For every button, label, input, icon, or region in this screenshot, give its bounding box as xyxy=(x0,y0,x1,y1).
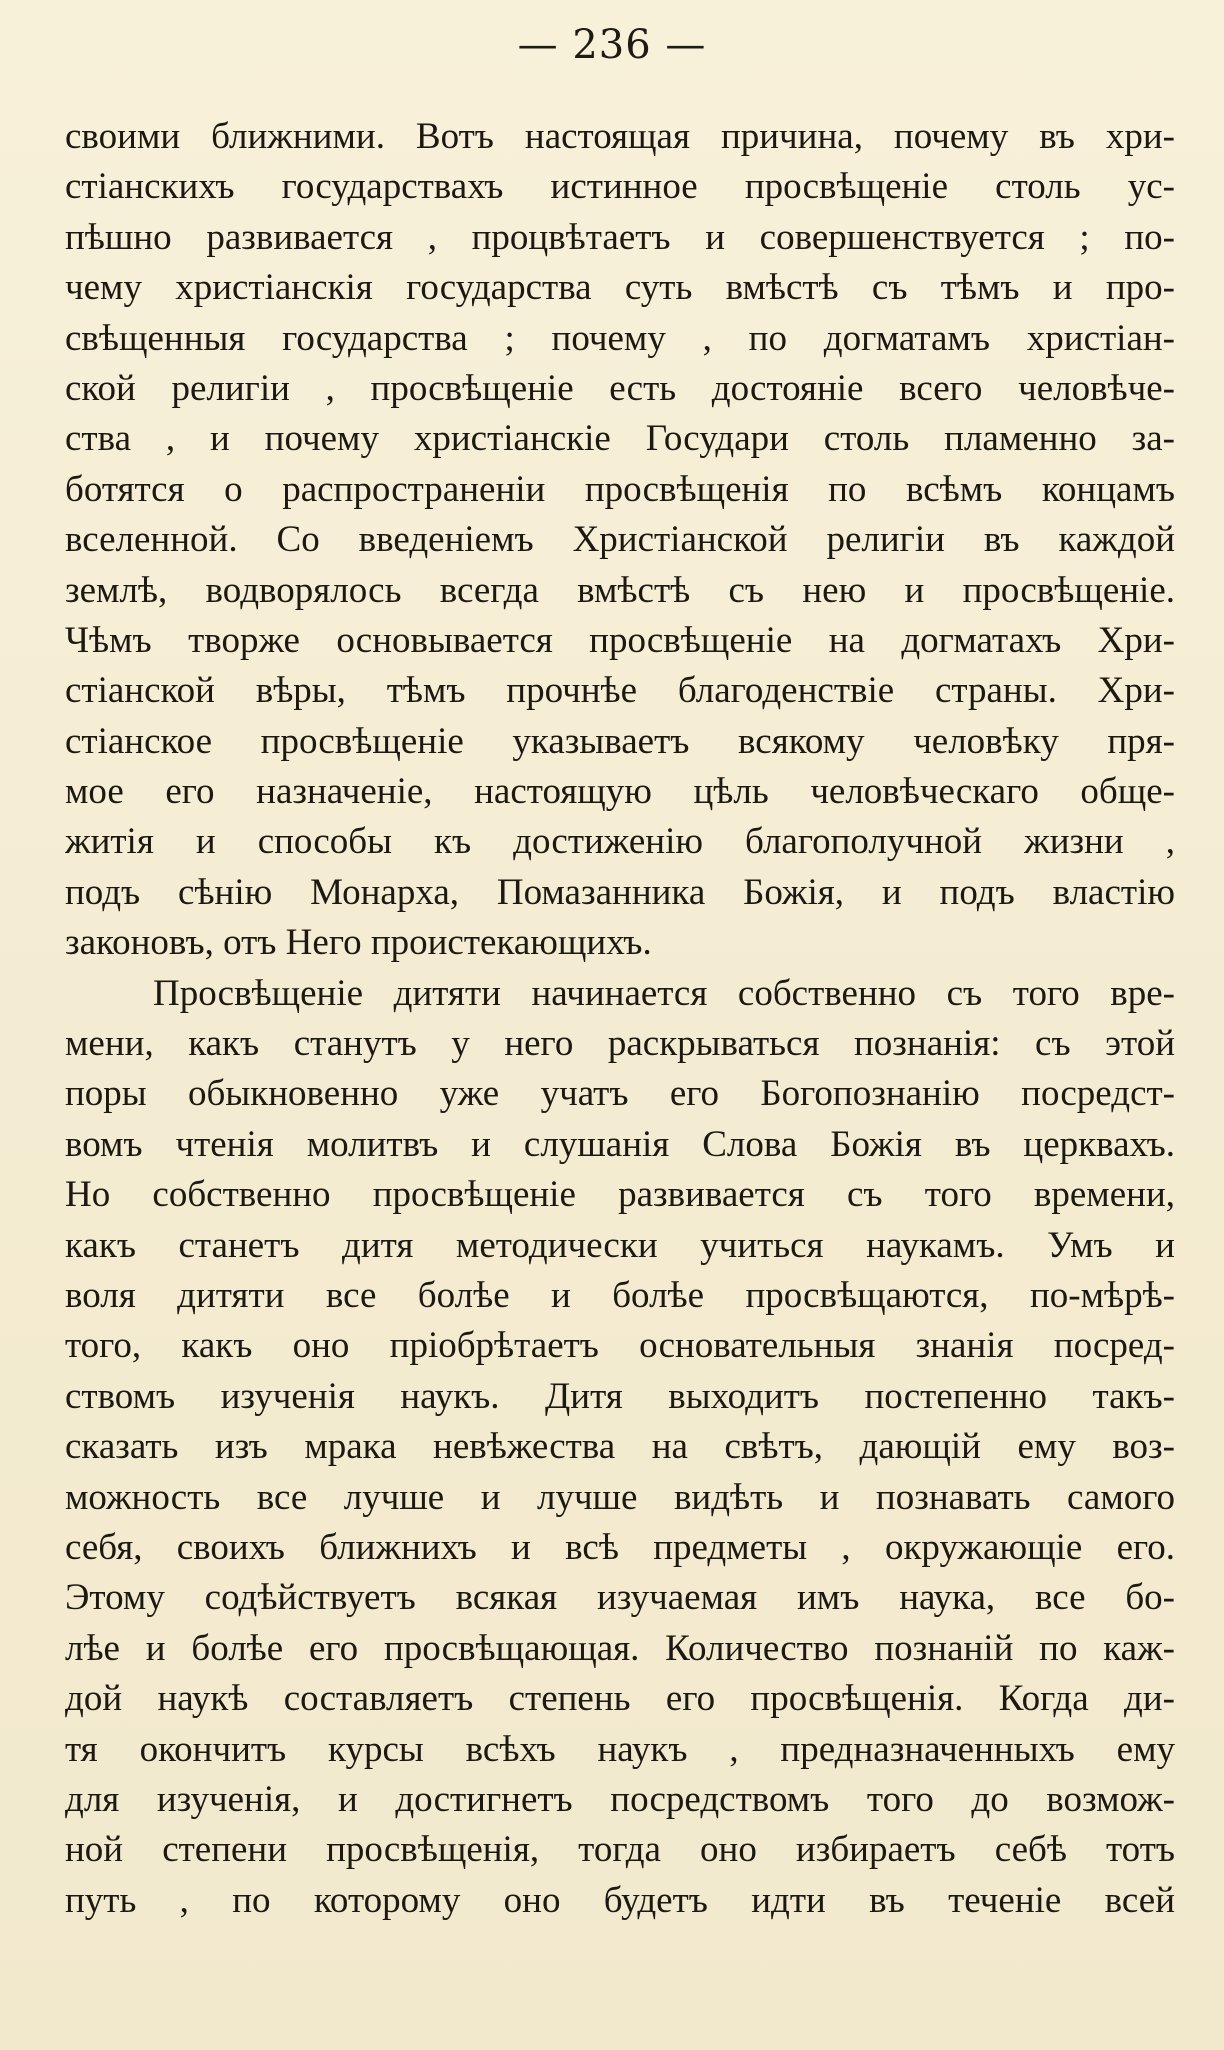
text-line: тя окончитъ курсы всѣхъ наукъ , предназначенныхъ ему xyxy=(65,1728,1175,1770)
text-line: стіанскихъ государствахъ истинное просвѣщеніе столь ус- xyxy=(65,166,1175,208)
text-line: землѣ, водворялось всегда вмѣстѣ съ нею и просвѣщеніе. xyxy=(65,569,1175,611)
body-text xyxy=(65,112,1175,1926)
text-line: ствомъ изученія наукъ. Дитя выходитъ постепенно такъ- xyxy=(65,1375,1175,1417)
text-line: ной степени просвѣщенія, тогда оно избираетъ себѣ тотъ xyxy=(65,1829,1175,1871)
page-number: — 236 — xyxy=(517,22,707,68)
text-line: стіанское просвѣщеніе указываетъ всякому человѣку пря- xyxy=(65,720,1175,762)
text-line: лѣе и болѣе его просвѣщающая. Количество познаній по каж- xyxy=(65,1627,1175,1669)
text-line: для изученія, и достигнетъ посредствомъ того до возмож- xyxy=(65,1778,1175,1820)
text-line: вомъ чтенія молитвъ и слушанія Слова Божія въ церквахъ. xyxy=(65,1123,1175,1165)
text-line: дой наукѣ составляетъ степень его просвѣщенія. Когда ди- xyxy=(65,1678,1175,1720)
text-line: чему христіанскія государства суть вмѣстѣ съ тѣмъ и про- xyxy=(65,267,1175,309)
text-line: поры обыкновенно уже учатъ его Богопознанію посредст- xyxy=(65,1073,1175,1115)
text-line: можность все лучше и лучше видѣть и познавать самого xyxy=(65,1476,1175,1518)
text-line: того, какъ оно пріобрѣтаетъ основательныя знанія посред- xyxy=(65,1325,1175,1367)
text-line: вселенной. Со введеніемъ Христіанской религіи въ каждой xyxy=(65,519,1175,561)
text-line: житія и способы къ достиженію благополучной жизни , xyxy=(65,821,1175,863)
text-line: ства , и почему христіанскіе Государи столь пламенно за- xyxy=(65,418,1175,460)
text-line: себя, своихъ ближнихъ и всѣ предметы , окружающіе его. xyxy=(65,1526,1175,1568)
text-line: своими ближними. Вотъ настоящая причина, почему въ хри- xyxy=(65,116,1175,157)
text-line: мое его назначеніе, настоящую цѣль человѣческаго обще- xyxy=(65,771,1175,813)
text-line: какъ станетъ дитя методически учиться наукамъ. Умъ и xyxy=(65,1224,1175,1266)
text-line: мени, какъ станутъ у него раскрываться познанія: съ этой xyxy=(65,1023,1175,1065)
text-line: ской религіи , просвѣщеніе есть достояніе всего человѣче- xyxy=(65,367,1175,409)
text-line: стіанской вѣры, тѣмъ прочнѣе благоденствіе страны. Хри- xyxy=(65,670,1175,712)
text-line: свѣщенныя государства ; почему , по догматамъ христіан- xyxy=(65,317,1175,359)
text-line: пѣшно развивается , процвѣтаетъ и совершенствуется ; по- xyxy=(65,216,1175,258)
text-line: Но собственно просвѣщеніе развивается съ того времени, xyxy=(65,1174,1175,1216)
text-line: путь , по которому оно будетъ идти въ теченіе всей xyxy=(65,1879,1175,1921)
text-line: воля дитяти все болѣе и болѣе просвѣщаются, по-мѣрѣ- xyxy=(65,1274,1175,1316)
text-line: сказать изъ мрака невѣжества на свѣтъ, дающій ему воз- xyxy=(65,1426,1175,1468)
text-line: Чѣмъ творже основывается просвѣщеніе на догматахъ Хри- xyxy=(65,619,1175,661)
text-line: ботятся о распространеніи просвѣщенія по всѣмъ концамъ xyxy=(65,468,1175,510)
text-line: Этому содѣйствуетъ всякая изучаемая имъ наука, все бо- xyxy=(65,1577,1175,1619)
text-line: законовъ, отъ Него проистекающихъ. xyxy=(65,922,652,964)
text-line: подъ сѣнію Монарха, Помазанника Божія, и подъ властію xyxy=(65,871,1175,913)
text-line: Просвѣщеніе дитяти начинается собственно съ того вре- xyxy=(153,972,1175,1014)
